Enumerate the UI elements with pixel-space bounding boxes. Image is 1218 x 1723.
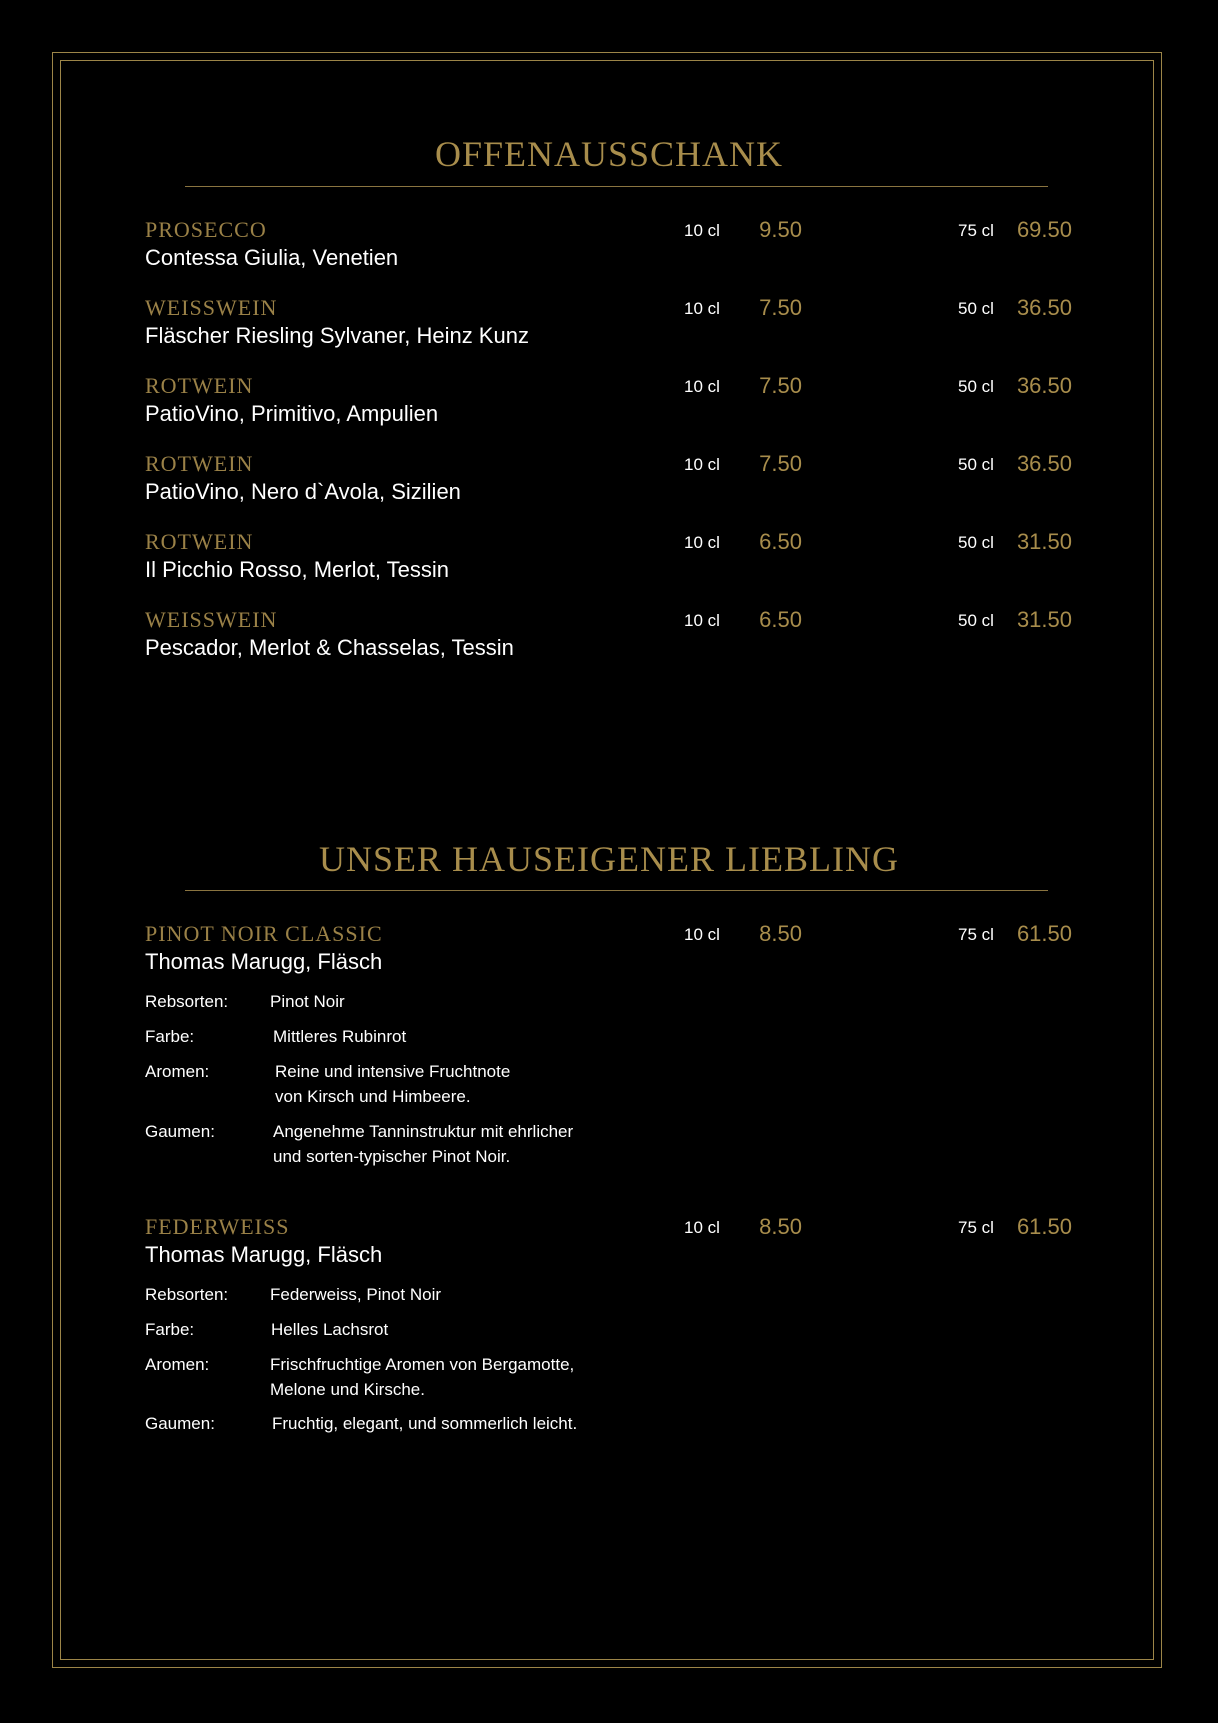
detail-label: Aromen: [145,1062,210,1081]
entry-price-large: 61.50 [1016,1214,1072,1239]
entry-category: FEDERWEISS [145,1214,290,1239]
entry-wine-name: Thomas Marugg, Fläsch [145,949,383,974]
entry-price-small: 8.50 [759,921,802,946]
detail-value: Fruchtig, elegant, und sommerlich leicht. [272,1414,578,1433]
entry-price-large: 36.50 [1016,295,1072,320]
entry-category: ROTWEIN [145,373,254,398]
entry-price-large: 31.50 [1016,607,1072,632]
entry-wine-name: Fläscher Riesling Sylvaner, Heinz Kunz [145,323,529,348]
entry-size-small: 10 cl [684,1218,720,1237]
detail-value: Helles Lachsrot [271,1320,389,1339]
menu-entry [0,373,1218,453]
detail-label: Aromen: [145,1355,210,1374]
entry-category: WEISSWEIN [145,295,278,320]
entry-size-small: 10 cl [684,299,720,318]
entry-price-small: 7.50 [759,295,802,320]
entry-category: ROTWEIN [145,451,254,476]
entry-price-small: 7.50 [759,451,802,476]
entry-category: ROTWEIN [145,529,254,554]
entry-category: PINOT NOIR CLASSIC [145,921,383,946]
entry-size-small: 10 cl [684,533,720,552]
detail-value: Angenehme Tanninstruktur mit ehrlicher und sorten-typischer Pinot Noir. [273,1122,574,1166]
entry-wine-name: Contessa Giulia, Venetien [145,245,399,270]
entry-size-large: 75 cl [958,925,994,944]
detail-value: Federweiss, Pinot Noir [270,1285,442,1304]
entry-size-small: 10 cl [684,221,720,240]
detail-label: Farbe: [145,1320,195,1339]
entry-size-large: 50 cl [958,299,994,318]
menu-entry [0,607,1218,687]
detail-label: Farbe: [145,1027,195,1046]
section-divider [185,890,1048,891]
detail-label: Rebsorten: [145,1285,229,1304]
entry-size-small: 10 cl [684,377,720,396]
entry-size-large: 50 cl [958,377,994,396]
entry-price-small: 7.50 [759,373,802,398]
entry-size-small: 10 cl [684,455,720,474]
entry-category: WEISSWEIN [145,607,278,632]
entry-price-small: 6.50 [759,529,802,554]
menu-entry [0,217,1218,297]
entry-wine-name: Pescador, Merlot & Chasselas, Tessin [145,635,514,660]
entry-price-small: 9.50 [759,217,802,242]
section-title-hauseigener-liebling: UNSER HAUSEIGENER LIEBLING [319,839,899,879]
entry-wine-name: PatioVino, Primitivo, Ampulien [145,401,439,426]
section-title-offenausschank: OFFENAUSSCHANK [434,134,784,174]
menu-entry [0,295,1218,375]
entry-price-large: 36.50 [1016,451,1072,476]
detail-value: Mittleres Rubinrot [273,1027,407,1046]
entry-price-small: 6.50 [759,607,802,632]
section-divider [185,186,1048,187]
entry-size-large: 75 cl [958,221,994,240]
entry-price-large: 61.50 [1016,921,1072,946]
menu-entry [0,451,1218,531]
detail-label: Rebsorten: [145,992,229,1011]
detail-label: Gaumen: [145,1122,215,1141]
entry-price-large: 31.50 [1016,529,1072,554]
detail-label: Gaumen: [145,1414,215,1433]
entry-wine-name: Thomas Marugg, Fläsch [145,1242,383,1267]
entry-size-large: 50 cl [958,533,994,552]
entry-size-small: 10 cl [684,925,720,944]
entry-wine-name: Il Picchio Rosso, Merlot, Tessin [145,557,450,582]
entry-size-large: 50 cl [958,611,994,630]
entry-price-large: 69.50 [1016,217,1072,242]
entry-size-large: 50 cl [958,455,994,474]
entry-price-small: 8.50 [759,1214,802,1239]
entry-wine-name: PatioVino, Nero d`Avola, Sizilien [145,479,461,504]
entry-category: PROSECCO [145,217,267,242]
detail-value: Pinot Noir [270,992,345,1011]
entry-size-small: 10 cl [684,611,720,630]
detail-value: Frischfruchtige Aromen von Bergamotte, Melone und Kirsche. [270,1355,575,1399]
entry-price-large: 36.50 [1016,373,1072,398]
menu-entry [0,529,1218,609]
entry-size-large: 75 cl [958,1218,994,1237]
detail-value: Reine und intensive Fruchtnote von Kirsch und Himbeere. [275,1062,511,1106]
